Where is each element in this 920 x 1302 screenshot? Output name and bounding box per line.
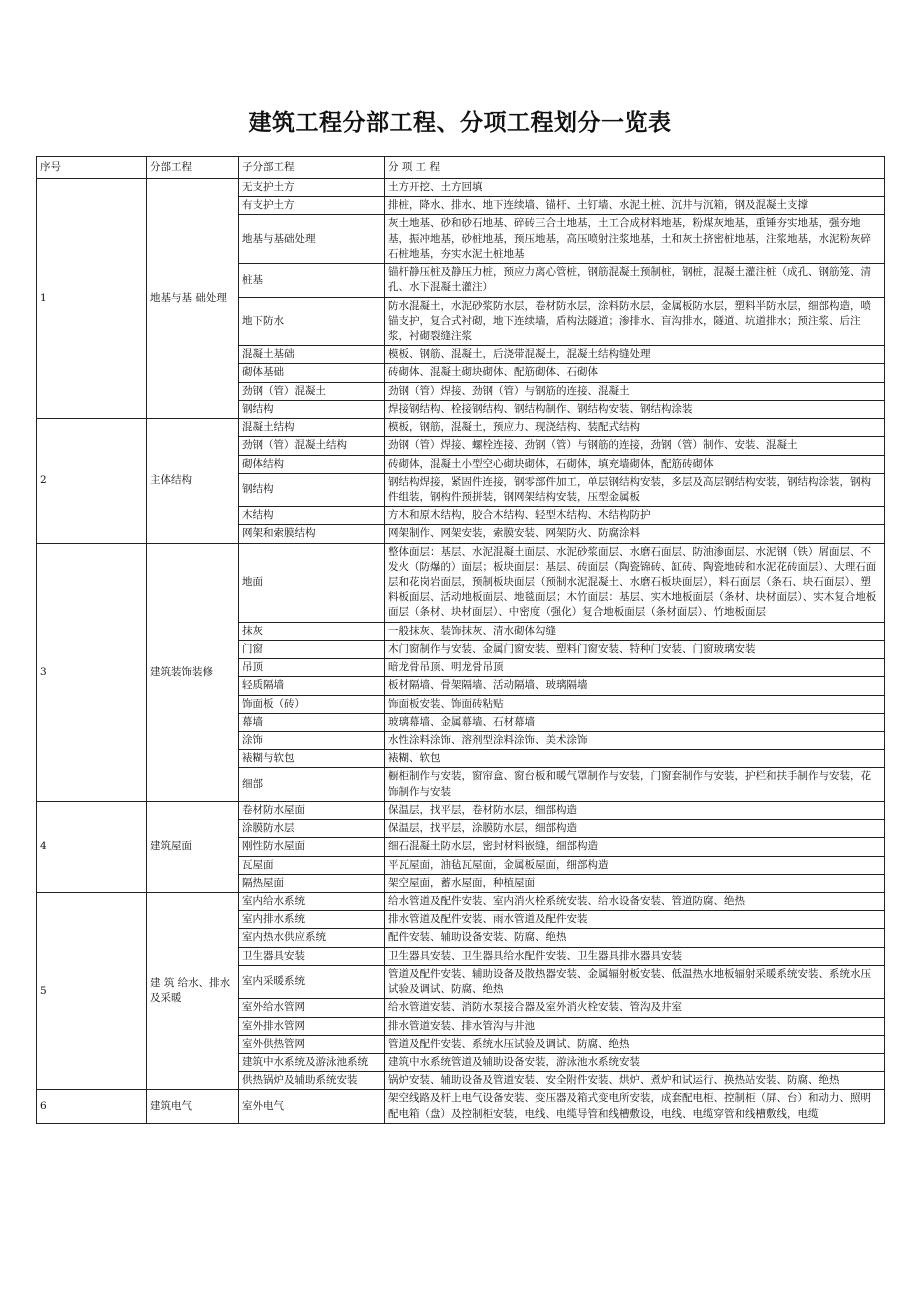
subdivision-cell: 混凝土基础	[239, 346, 385, 364]
items-cell: 木门窗制作与安装、金属门窗安装、塑料门窗安装、特种门安装、门窗玻璃安装	[385, 640, 885, 658]
subdivision-cell: 卫生器具安装	[239, 947, 385, 965]
subdivision-cell: 室外电气	[239, 1090, 385, 1123]
subdivision-cell: 幕墙	[239, 713, 385, 731]
seq-cell: 6	[37, 1090, 147, 1123]
items-cell: 建筑中水系统管道及辅助设备安装，游泳池水系统安装	[385, 1053, 885, 1071]
subdivision-cell: 室内排水系统	[239, 911, 385, 929]
items-cell: 锚杆静压桩及静压力桩，预应力离心管桩，钢筋混凝土预制桩，钢桩，混凝土灌注桩（成孔、钢筋笼、清孔、水下混凝土灌注）	[385, 264, 885, 297]
subdivision-cell: 卷材防水屋面	[239, 801, 385, 819]
table-row	[37, 179, 885, 197]
subdivision-cell: 混凝土结构	[239, 419, 385, 437]
items-cell: 水性涂料涂饰、溶剂型涂料涂饰、美术涂饰	[385, 732, 885, 750]
subdivision-cell: 轻质隔墙	[239, 677, 385, 695]
items-cell: 焊接钢结构、栓接钢结构、钢结构制作、钢结构安装、钢结构涂装	[385, 400, 885, 418]
subdivision-cell: 涂膜防水层	[239, 820, 385, 838]
division-cell: 主体结构	[147, 419, 239, 544]
subdivision-cell: 地下防水	[239, 297, 385, 346]
subdivision-cell: 室外给水管网	[239, 999, 385, 1017]
header-seq: 序号	[37, 157, 147, 179]
items-cell: 砖砌体、混凝土砌块砌体、配筋砌体、石砌体	[385, 364, 885, 382]
items-cell: 管道及配件安装、系统水压试验及调试、防腐、绝热	[385, 1035, 885, 1053]
items-cell: 板材隔墙、骨架隔墙、活动隔墙、玻璃隔墙	[385, 677, 885, 695]
items-cell: 管道及配件安装、辅助设备及散热器安装、金属辐射板安装、低温热水地板辐射采暖系统安装、系统水压试验及调试、防腐、绝热	[385, 965, 885, 998]
items-cell: 保温层，找平层，卷材防水层，细部构造	[385, 801, 885, 819]
items-cell: 排水管道安装、排水管沟与井池	[385, 1017, 885, 1035]
items-cell: 细石混凝土防水层，密封材料嵌缝，细部构造	[385, 838, 885, 856]
items-cell: 劲钢（管）焊接、劲钢（管）与钢筋的连接、混凝土	[385, 382, 885, 400]
seq-cell: 3	[37, 543, 147, 801]
items-cell: 模板，钢筋，混凝土，预应力、现浇结构、装配式结构	[385, 419, 885, 437]
subdivision-cell: 细部	[239, 768, 385, 801]
subdivision-cell: 网架和索膜结构	[239, 525, 385, 543]
items-cell: 方木和原木结构，胶合木结构、轻型木结构、木结构防护	[385, 507, 885, 525]
subdivision-cell: 钢结构	[239, 400, 385, 418]
division-cell: 地基与基 础处理	[147, 179, 239, 419]
header-division: 分部工程	[147, 157, 239, 179]
items-cell: 锅炉安装、辅助设备及管道安装、安全附件安装、烘炉、煮炉和试运行、换热站安装、防腐、绝热	[385, 1072, 885, 1090]
items-cell: 卫生器具安装、卫生器具给水配件安装、卫生器具排水器具安装	[385, 947, 885, 965]
subdivision-cell: 刚性防水屋面	[239, 838, 385, 856]
subdivision-cell: 饰面板（砖）	[239, 695, 385, 713]
division-cell: 建筑屋面	[147, 801, 239, 892]
subdivision-cell: 建筑中水系统及游泳池系统	[239, 1053, 385, 1071]
items-cell: 架空屋面，蓄水屋面，种植屋面	[385, 874, 885, 892]
subdivision-cell: 裱糊与软包	[239, 750, 385, 768]
subdivision-cell: 无支护土方	[239, 179, 385, 197]
subdivision-cell: 劲钢（管）混凝土	[239, 382, 385, 400]
items-cell: 模板、钢筋、混凝土，后浇带混凝土，混凝土结构缝处理	[385, 346, 885, 364]
subdivision-cell: 隔热屋面	[239, 874, 385, 892]
items-cell: 劲钢（管）焊接、螺栓连接、劲钢（管）与钢筋的连接，劲钢（管）制作、安装、混凝土	[385, 437, 885, 455]
subdivision-cell: 室外排水管网	[239, 1017, 385, 1035]
subdivision-cell: 钢结构	[239, 473, 385, 506]
subdivision-cell: 吊顶	[239, 659, 385, 677]
items-cell: 网架制作、网架安装，索膜安装、网架防火、防腐涂料	[385, 525, 885, 543]
division-cell: 建 筑 给水、排水及采暖	[147, 892, 239, 1089]
items-cell: 砖砌体，混凝土小型空心砌块砌体，石砌体，填充墙砌体，配筋砖砌体	[385, 455, 885, 473]
items-cell: 钢结构焊接，紧固件连接，钢零部件加工，单层钢结构安装，多层及高层钢结构安装，钢结构涂装，钢构件组装，钢构件预拼装，钢网架结构安装，压型金属板	[385, 473, 885, 506]
items-cell: 给水管道及配件安装、室内消火栓系统安装、给水设备安装、管道防腐、绝热	[385, 892, 885, 910]
items-cell: 一般抹灰、装饰抹灰、清水砌体勾缝	[385, 622, 885, 640]
table-row	[37, 543, 885, 622]
subdivision-cell: 门窗	[239, 640, 385, 658]
division-cell: 建筑装饰装修	[147, 543, 239, 801]
items-cell: 土方开挖、土方回填	[385, 179, 885, 197]
items-cell: 灰土地基、砂和砂石地基、碎砖三合土地基，土工合成材料地基，粉煤灰地基，重锤夯实地基，强夯地基，振冲地基，砂桩地基，预压地基，高压喷射注浆地基，土和灰土挤密桩地基，注浆地基，水泥粉灰碎石桩地基，夯实水泥土桩地基	[385, 215, 885, 264]
subdivision-cell: 室内采暖系统	[239, 965, 385, 998]
items-cell: 裱糊、软包	[385, 750, 885, 768]
subdivision-cell: 室外供热管网	[239, 1035, 385, 1053]
items-cell: 保温层，找平层，涂膜防水层，细部构造	[385, 820, 885, 838]
subdivision-cell: 室内给水系统	[239, 892, 385, 910]
table-row	[37, 1090, 885, 1123]
subdivision-cell: 砌体结构	[239, 455, 385, 473]
items-cell: 排桩，降水、排水、地下连续墙、锚杆、土钉墙、水泥土桩、沉井与沉箱，钢及混凝土支撑	[385, 197, 885, 215]
division-cell: 建筑电气	[147, 1090, 239, 1123]
subdivision-cell: 涂饰	[239, 732, 385, 750]
seq-cell: 2	[37, 419, 147, 544]
items-cell: 饰面板安装、饰面砖粘贴	[385, 695, 885, 713]
seq-cell: 5	[37, 892, 147, 1089]
page-title: 建筑工程分部工程、分项工程划分一览表	[248, 110, 672, 136]
subdivision-cell: 地面	[239, 543, 385, 622]
items-cell: 暗龙骨吊顶、明龙骨吊顶	[385, 659, 885, 677]
seq-cell: 4	[37, 801, 147, 892]
header-subdivision: 子分部工程	[239, 157, 385, 179]
table-header-row	[37, 157, 885, 179]
items-cell: 配件安装、辅助设备安装、防腐、绝热	[385, 929, 885, 947]
subdivision-cell: 地基与基础处理	[239, 215, 385, 264]
table-row	[37, 892, 885, 910]
items-cell: 平瓦屋面，油毡瓦屋面，金属板屋面，细部构造	[385, 856, 885, 874]
subdivision-cell: 瓦屋面	[239, 856, 385, 874]
subdivision-cell: 有支护土方	[239, 197, 385, 215]
items-cell: 橱柜制作与安装，窗帘盒、窗台板和暖气罩制作与安装，门窗套制作与安装，护栏和扶手制作与安装，花饰制作与安装	[385, 768, 885, 801]
table-body	[37, 179, 885, 1124]
items-cell: 架空线路及杆上电气设备安装、变压器及箱式变电所安装，成套配电柜、控制柜（屏、台）和动力、照明配电箱（盘）及控制柜安装，电线、电缆导管和线槽敷设，电线、电缆穿管和线槽敷线，电缆	[385, 1090, 885, 1123]
header-items: 分 项 工 程	[385, 157, 885, 179]
seq-cell: 1	[37, 179, 147, 419]
subdivision-cell: 砌体基础	[239, 364, 385, 382]
subdivision-cell: 木结构	[239, 507, 385, 525]
items-cell: 玻璃幕墙、金属幕墙、石材幕墙	[385, 713, 885, 731]
items-cell: 防水混凝土，水泥砂浆防水层，卷材防水层，涂料防水层，金属板防水层，塑料半防水层，细部构造，喷锚支护，复合式衬砌，地下连续墙，盾构法隧道；渗排水、盲沟排水，隧道、坑道排水；预注浆、后注浆，衬砌裂缝注浆	[385, 297, 885, 346]
items-cell: 整体面层：基层、水泥混凝土面层、水泥砂浆面层、水磨石面层、防油渗面层、水泥钢（铁）屑面层、不发火（防爆的）面层；板块面层：基层、砖面层（陶瓷锦砖、缸砖、陶瓷地砖和水泥花砖面层）、大理石面层和花岗岩面层，预制板块面层（预制水泥混凝土、水磨石板块面层），料石面层（条石、块石面层）、塑料板面层、活动地板面层、地毯面层；木竹面层：基层、实木地板面层（条材、块材面层）、实木复合地板面层（条材、块材面层）、中密度（强化）复合地板面层（条材面层）、竹地板面层	[385, 543, 885, 622]
subdivision-cell: 劲钢（管）混凝土结构	[239, 437, 385, 455]
subdivision-cell: 抹灰	[239, 622, 385, 640]
table-row	[37, 801, 885, 819]
items-cell: 给水管道安装、消防水泵接合器及室外消火栓安装、管沟及井室	[385, 999, 885, 1017]
items-cell: 排水管道及配件安装、雨水管道及配件安装	[385, 911, 885, 929]
subdivision-cell: 桩基	[239, 264, 385, 297]
table-row	[37, 419, 885, 437]
division-table	[36, 156, 885, 1124]
subdivision-cell: 室内热水供应系统	[239, 929, 385, 947]
subdivision-cell: 供热锅炉及辅助系统安装	[239, 1072, 385, 1090]
